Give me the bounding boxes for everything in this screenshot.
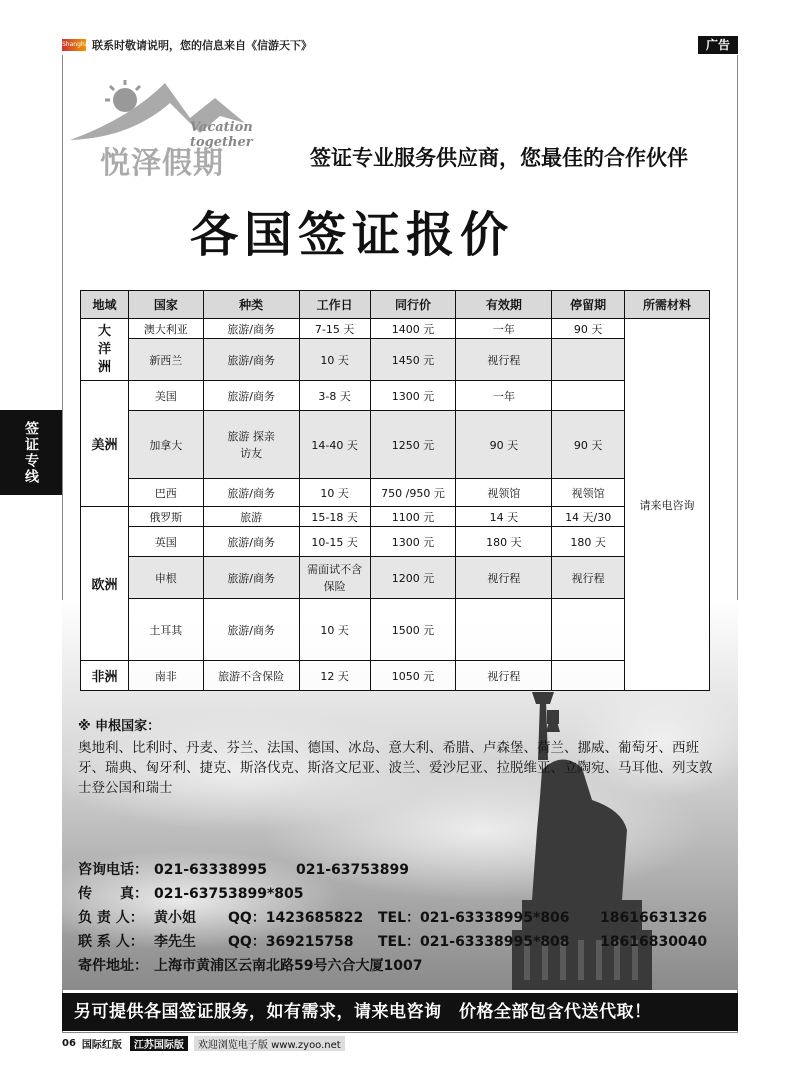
top-bar: [62, 36, 738, 54]
price-cell: 1100 元: [370, 507, 456, 527]
days-cell: 15-18 天: [299, 507, 370, 527]
price-cell: 1200 元: [370, 557, 456, 599]
schengen-countries: 奥地利、比利时、丹麦、芬兰、法国、德国、冰岛、意大利、希腊、卢森堡、荷兰、挪威、葡萄牙、西班牙、瑞典、匈牙利、捷克、斯洛伐克、斯洛文尼亚、波兰、爱沙尼亚、拉脱维亚、立陶宛、马耳他、列支敦士登公国和瑞士: [78, 740, 713, 796]
person1-qq[interactable]: QQ：1423685822: [228, 910, 364, 926]
table-row: [81, 527, 710, 557]
type-cell: 旅游: [203, 507, 299, 527]
days-cell: 7-15 天: [299, 319, 370, 339]
validity-cell: 视领馆: [456, 479, 552, 507]
person2-tel[interactable]: TEL：021-63338995*808: [378, 934, 570, 950]
region-cell: 非洲: [81, 661, 129, 691]
validity-cell: 视行程: [456, 661, 552, 691]
days-cell: 10 天: [299, 599, 370, 661]
phone-label: 咨询电话：: [78, 862, 148, 878]
table-header-row: [81, 291, 710, 319]
stay-cell: [552, 599, 625, 661]
website-link[interactable]: 欢迎浏览电子版 www.zyoo.net: [194, 1036, 345, 1051]
days-cell: 10 天: [299, 339, 370, 381]
contact-row-address: [78, 954, 738, 978]
country-cell: 巴西: [128, 479, 203, 507]
contact-row-phone: [78, 858, 738, 882]
stay-cell: 视行程: [552, 557, 625, 599]
price-cell: 750 /950 元: [370, 479, 456, 507]
country-cell: 美国: [128, 381, 203, 411]
stay-cell: [552, 381, 625, 411]
price-cell: 1300 元: [370, 381, 456, 411]
col-header-stay: 停留期: [552, 291, 625, 319]
country-cell: 土耳其: [128, 599, 203, 661]
stay-cell: 14 天/30: [552, 507, 625, 527]
publication-logo: Shanghai: [62, 39, 86, 51]
type-cell: 旅游/商务: [203, 599, 299, 661]
phone-1[interactable]: 021-63338995: [154, 862, 267, 878]
country-cell: 南非: [128, 661, 203, 691]
country-cell: 新西兰: [128, 339, 203, 381]
address-text: 上海市黄浦区云南北路59号六合大厦1007: [154, 958, 423, 974]
price-cell: 1500 元: [370, 599, 456, 661]
person2-label: 联 系 人：: [78, 934, 144, 950]
page-title: 各国签证报价: [190, 207, 515, 263]
type-cell: 旅游不含保险: [203, 661, 299, 691]
person1-label: 负 责 人：: [78, 910, 144, 926]
contact-row-fax: [78, 882, 738, 906]
person2-qq[interactable]: QQ：369215758: [228, 934, 354, 950]
stay-cell: 90 天: [552, 411, 625, 479]
days-cell: [299, 557, 370, 599]
col-header-country: 国家: [128, 291, 203, 319]
contact-block: [78, 858, 738, 978]
type-cell: 旅游/商务: [203, 339, 299, 381]
table-row: [81, 339, 710, 381]
schengen-heading: ※ 申根国家：: [78, 719, 161, 734]
type-cell: 旅游/商务: [203, 381, 299, 411]
stay-cell: 视领馆: [552, 479, 625, 507]
days-cell: 10 天: [299, 479, 370, 507]
schengen-section: [78, 715, 718, 798]
table-row: [81, 507, 710, 527]
phone-2[interactable]: 021-63753899: [296, 862, 409, 878]
col-header-materials: 所需材料: [625, 291, 710, 319]
region-label: 大洋洲: [97, 323, 111, 375]
region-cell: [81, 319, 129, 381]
brand-tagline: 签证专业服务供应商，您最佳的合作伙伴: [310, 146, 688, 170]
price-cell: 1050 元: [370, 661, 456, 691]
validity-cell: 90 天: [456, 411, 552, 479]
type-cell: 旅游/商务: [203, 319, 299, 339]
table-row: [81, 381, 710, 411]
days-line: 需面试不含保险: [307, 562, 363, 593]
source-notice: 联系时敬请说明，您的信息来自《信游天下》: [92, 39, 312, 52]
price-cell: 1300 元: [370, 527, 456, 557]
visa-price-table: [80, 290, 710, 691]
promo-banner: 另可提供各国签证服务，如有需求，请来电咨询 价格全部包含代送代取！: [62, 993, 738, 1031]
country-cell: 澳大利亚: [128, 319, 203, 339]
table-row: [81, 411, 710, 479]
table-row: [81, 599, 710, 661]
col-header-price: 同行价: [370, 291, 456, 319]
person1-mobile[interactable]: 18616631326: [600, 910, 708, 926]
table-row: [81, 479, 710, 507]
stay-cell: [552, 661, 625, 691]
col-header-workdays: 工作日: [299, 291, 370, 319]
fax-label: 传 真：: [78, 886, 148, 902]
person1-name: 黄小姐: [154, 910, 196, 926]
table-row: [81, 319, 710, 339]
days-cell: 10-15 天: [299, 527, 370, 557]
validity-cell: 一年: [456, 381, 552, 411]
section-tab: [0, 410, 62, 495]
type-cell: 旅游/商务: [203, 527, 299, 557]
region-cell: 美洲: [81, 381, 129, 507]
col-header-type: 种类: [203, 291, 299, 319]
materials-cell: 请来电咨询: [625, 319, 710, 691]
ad-tag: 广告: [698, 36, 738, 54]
table-row: [81, 661, 710, 691]
type-line: 旅游 探亲访友: [227, 429, 275, 460]
page-footer: [62, 1036, 462, 1050]
brand-name-en: Vacation together: [190, 120, 253, 150]
person2-name: 李先生: [154, 934, 196, 950]
country-cell: 申根: [128, 557, 203, 599]
validity-cell: 180 天: [456, 527, 552, 557]
section-tab-label: 签证专线: [23, 420, 39, 485]
person1-tel[interactable]: TEL：021-63338995*806: [378, 910, 570, 926]
validity-cell: 一年: [456, 319, 552, 339]
days-cell: 14-40 天: [299, 411, 370, 479]
page-number: 06: [62, 1037, 76, 1049]
region-cell: 欧洲: [81, 507, 129, 661]
stay-cell: 90 天: [552, 319, 625, 339]
price-cell: 1400 元: [370, 319, 456, 339]
country-cell: 加拿大: [128, 411, 203, 479]
validity-cell: 视行程: [456, 339, 552, 381]
address-label: 寄件地址：: [78, 958, 148, 974]
edition-label: 国际红版: [81, 1039, 122, 1051]
version-label: 江苏国际版: [130, 1036, 188, 1051]
person2-mobile[interactable]: 18616830040: [600, 934, 708, 950]
brand-logo: [70, 78, 310, 181]
type-cell: 旅游/商务: [203, 479, 299, 507]
contact-row-person1: [78, 906, 738, 930]
country-cell: 俄罗斯: [128, 507, 203, 527]
stay-cell: 180 天: [552, 527, 625, 557]
country-cell: 英国: [128, 527, 203, 557]
validity-cell: [456, 599, 552, 661]
table-row: [81, 557, 710, 599]
days-cell: 3-8 天: [299, 381, 370, 411]
type-cell: 旅游/商务: [203, 557, 299, 599]
fax-number[interactable]: 021-63753899*805: [154, 886, 304, 902]
col-header-validity: 有效期: [456, 291, 552, 319]
type-cell: [203, 411, 299, 479]
days-cell: 12 天: [299, 661, 370, 691]
contact-row-person2: [78, 930, 738, 954]
price-cell: 1250 元: [370, 411, 456, 479]
brand-name-cn: 悦泽假期: [100, 146, 224, 181]
col-header-region: 地域: [81, 291, 129, 319]
stay-cell: [552, 339, 625, 381]
validity-cell: 视行程: [456, 557, 552, 599]
validity-cell: 14 天: [456, 507, 552, 527]
price-cell: 1450 元: [370, 339, 456, 381]
